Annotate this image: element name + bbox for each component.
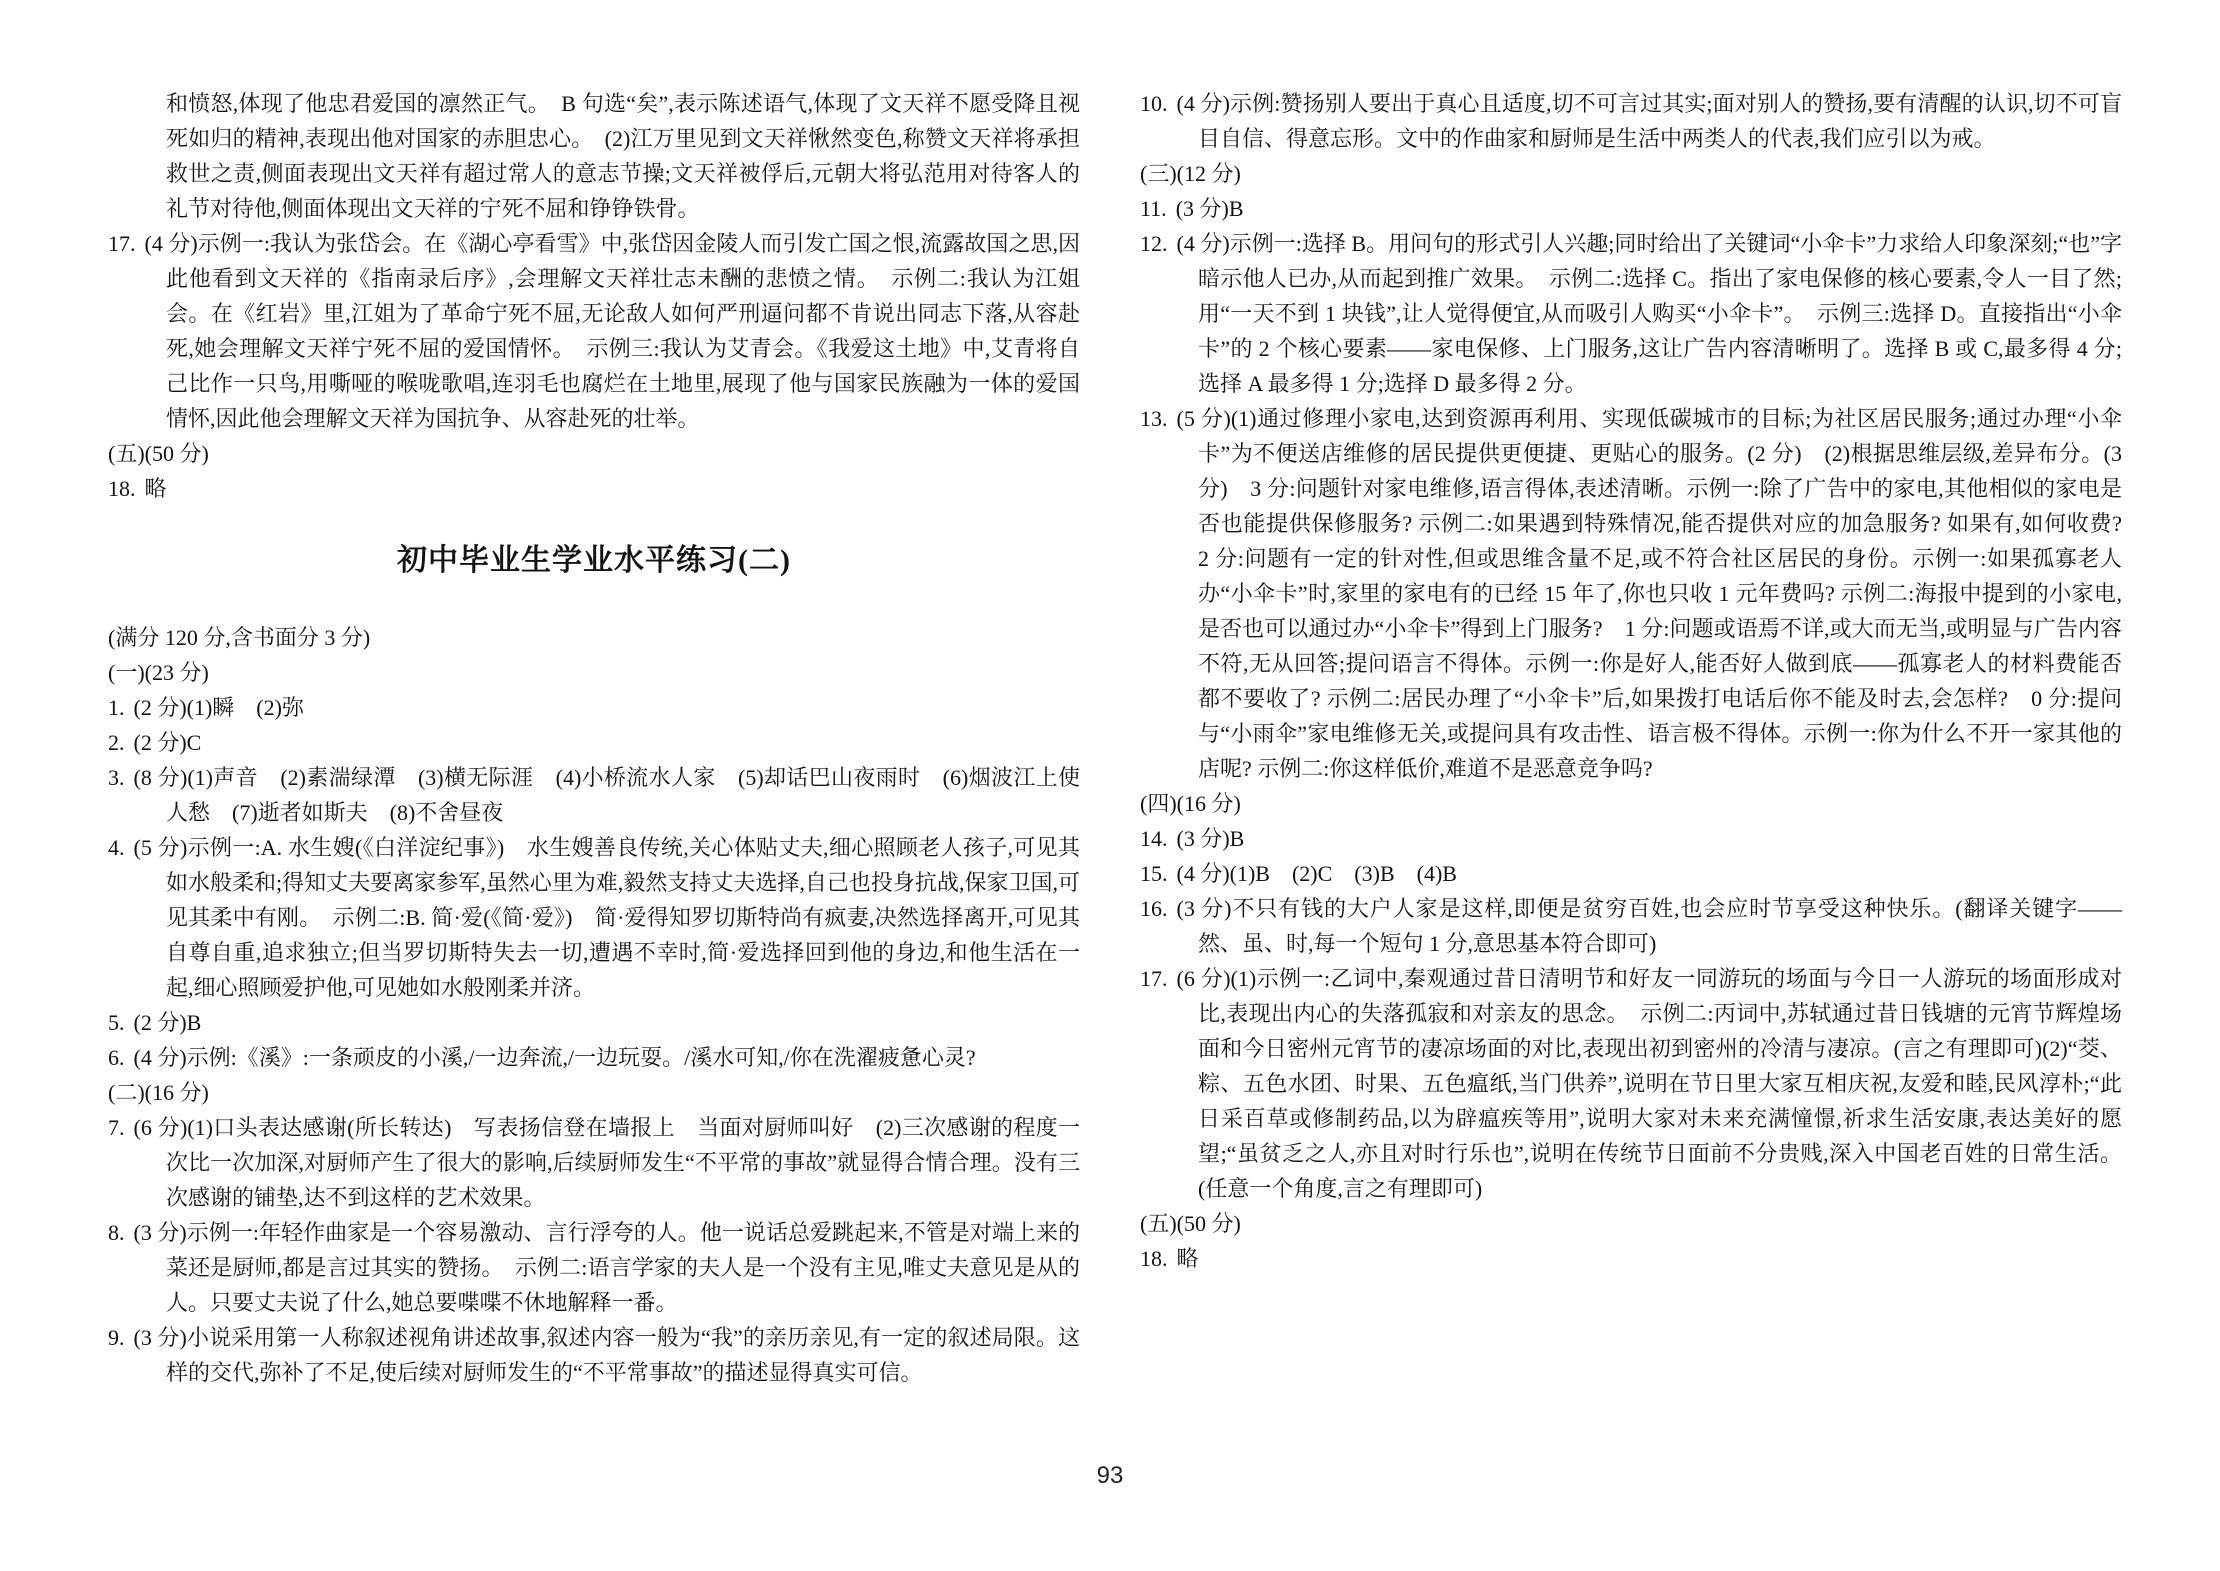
item-text: 略: [1176, 1246, 1199, 1271]
answer-item-12: [1140, 226, 2122, 401]
answer-item-5: [108, 1005, 1080, 1040]
section-label: (五)(50 分): [1140, 1211, 1241, 1236]
item-text: (6 分)(1)示例一:乙词中,秦观通过昔日清明节和好友一同游玩的场面与今日一人游玩的场面形成对比,表现出内心的失落孤寂和对亲友的思念。 示例二:丙词中,苏轼通过昔日钱塘的元宵节辉煌场面和今日密州元宵节的凄凉场面的对比,表现出初到密州的冷清与凄凉。(言之有理即可)(2)“茭、粽、五色水团、时果、五色瘟纸,当门供养”,说明在节日里大家互相庆祝,友爱和睦,民风淳朴;“此日采百草或修制药品,以为辟瘟疾等用”,说明大家对未来充满憧憬,祈求生活安康,表达美好的愿望;“虽贫乏之人,亦且对时行乐也”,说明在传统节日面前不分贵贱,深入中国老百姓的日常生活。(任意一个角度,言之有理即可): [1176, 966, 2122, 1201]
answer-item-2: [108, 725, 1080, 760]
exercise-title: 初中毕业生学业水平练习(二): [397, 544, 791, 577]
answer-item-4: [108, 830, 1080, 1005]
item-text: (4 分)示例:《溪》:一条顽皮的小溪,/一边奔流,/一边玩耍。/溪水可知,/你在洗濯疲惫心灵?: [133, 1045, 976, 1070]
item-text: (5 分)示例一:A. 水生嫂(《白洋淀纪事》) 水生嫂善良传统,关心体贴丈夫,细心照顾老人孩子,可见其如水般柔和;得知丈夫要离家参军,虽然心里为难,毅然支持丈夫选择,自己也投身抗战,保家卫国,可见其柔中有刚。 示例二:B. 简·爱(《简·爱》) 简·爱得知罗切斯特尚有疯妻,决然选择离开,可见其自尊自重,追求独立;但当罗切斯特失去一切,遭遇不幸时,简·爱选择回到他的身边,和他生活在一起,细心照顾爱护他,可见她如水般刚柔并济。: [133, 835, 1080, 1000]
answer-item-7: [108, 1110, 1080, 1215]
item-number: 5.: [108, 1010, 125, 1035]
item-number: 9.: [108, 1325, 125, 1350]
answer-item-16: [1140, 891, 2122, 961]
answer-item-14: [1140, 821, 2122, 856]
item-text: (3 分)示例一:年轻作曲家是一个容易激动、言行浮夸的人。他一说话总爱跳起来,不管是对端上来的菜还是厨师,都是言过其实的赞扬。 示例二:语言学家的夫人是一个没有主见,唯丈夫意见是从的人。只要丈夫说了什么,她总要喋喋不休地解释一番。: [133, 1220, 1080, 1315]
answer-item-18b: [1140, 1241, 2122, 1276]
answer-item-18: [108, 471, 1080, 506]
item-number: 17.: [1140, 966, 1168, 991]
item-number: 10.: [1140, 91, 1168, 116]
left-column: [108, 86, 1080, 1390]
item-number: 6.: [108, 1045, 125, 1070]
item-number: 16.: [1140, 896, 1168, 921]
item-number: 12.: [1140, 231, 1168, 256]
answer-item-1: [108, 690, 1080, 725]
item-number: 15.: [1140, 861, 1168, 886]
item-number: 11.: [1140, 196, 1167, 221]
answer-item-10: [1140, 86, 2122, 156]
item-number: 7.: [108, 1115, 125, 1140]
section-label: (五)(50 分): [108, 441, 209, 466]
answer-item-11: [1140, 191, 2122, 226]
item-text: (3 分)B: [1176, 826, 1245, 851]
item-text: (4 分)(1)B (2)C (3)B (4)B: [1176, 861, 1457, 886]
item-number: 3.: [108, 765, 125, 790]
answer-item-17: [108, 226, 1080, 436]
item-text: (2 分)(1)瞬 (2)弥: [133, 695, 304, 720]
item-number: 18.: [1140, 1246, 1168, 1271]
item-number: 8.: [108, 1220, 125, 1245]
item-text: (3 分)不只有钱的大户人家是这样,即便是贫穷百姓,也会应时节享受这种快乐。(翻译关键字——然、虽、时,每一个短句 1 分,意思基本符合即可): [1176, 896, 2122, 956]
section-label: (二)(16 分): [108, 1080, 209, 1105]
carryover-paragraph: 和愤怒,体现了他忠君爱国的凛然正气。 B 句选“矣”,表示陈述语气,体现了文天祥不愿受降且视死如归的精神,表现出他对国家的赤胆忠心。 (2)江万里见到文天祥愀然变色,称赞文天祥将承担救世之责,侧面表现出文天祥有超过常人的意志节操;文天祥被俘后,元朝大将弘范用对待客人的礼节对待他,侧面体现出文天祥的宁死不屈和铮铮铁骨。: [166, 91, 1080, 221]
answer-item-15: [1140, 856, 2122, 891]
section-label: (四)(16 分): [1140, 791, 1241, 816]
item-number: 14.: [1140, 826, 1168, 851]
answer-item-8: [108, 1215, 1080, 1320]
item-number: 13.: [1140, 406, 1168, 431]
item-text: (4 分)示例一:我认为张岱会。在《湖心亭看雪》中,张岱因金陵人而引发亡国之恨,流露故国之思,因此他看到文天祥的《指南录后序》,会理解文天祥壮志未酬的悲愤之情。 示例二:我认为江姐会。在《红岩》里,江姐为了革命宁死不屈,无论敌人如何严刑逼问都不肯说出同志下落,从容赴死,她会理解文天祥宁死不屈的爱国情怀。 示例三:我认为艾青会。《我爱这土地》中,艾青将自己比作一只鸟,用嘶哑的喉咙歌唱,连羽毛也腐烂在土地里,展现了他与国家民族融为一体的爱国情怀,因此他会理解文天祥为国抗争、从容赴死的壮举。: [144, 231, 1080, 431]
item-number: 1.: [108, 695, 125, 720]
item-text: (3 分)B: [1175, 196, 1244, 221]
item-text: (4 分)示例一:选择 B。用问句的形式引人兴趣;同时给出了关键词“小伞卡”力求给人印象深刻;“也”字暗示他人已办,从而起到推广效果。 示例二:选择 C。指出了家电保修的核心要素,令人一目了然;用“一天不到 1 块钱”,让人觉得便宜,从而吸引人购买“小伞卡”。 示例三:选择 D。直接指出“小伞卡”的 2 个核心要素——家电保修、上门服务,这让广告内容清晰明了。选择 B 或 C,最多得 4 分;选择 A 最多得 1 分;选择 D 最多得 2 分。: [1176, 231, 2122, 396]
item-text: (3 分)小说采用第一人称叙述视角讲述故事,叙述内容一般为“我”的亲历亲见,有一定的叙述局限。这样的交代,弥补了不足,使后续对厨师发生的“不平常事故”的描述显得真实可信。: [133, 1325, 1080, 1385]
section-label: (三)(12 分): [1140, 161, 1241, 186]
item-number: 4.: [108, 835, 125, 860]
answer-item-9: [108, 1320, 1080, 1390]
right-column: [1140, 86, 2145, 1276]
item-number: 18.: [108, 476, 136, 501]
score-note: (满分 120 分,含书面分 3 分): [108, 625, 371, 650]
item-number: 2.: [108, 730, 125, 755]
item-text: (2 分)B: [133, 1010, 202, 1035]
item-text: (2 分)C: [133, 730, 202, 755]
answer-item-17b: [1140, 961, 2122, 1206]
item-text: (8 分)(1)声音 (2)素湍绿潭 (3)横无际涯 (4)小桥流水人家 (5)却话巴山夜雨时 (6)烟波江上使人愁 (7)逝者如斯夫 (8)不舍昼夜: [133, 765, 1080, 825]
answer-item-6: [108, 1040, 1080, 1075]
item-text: (6 分)(1)口头表达感谢(所长转达) 写表扬信登在墙报上 当面对厨师叫好 (2)三次感谢的程度一次比一次加深,对厨师产生了很大的影响,后续厨师发生“不平常的事故”就显得合情合理。没有三次感谢的铺垫,达不到这样的艺术效果。: [133, 1115, 1080, 1210]
section-label: (一)(23 分): [108, 660, 209, 685]
answer-item-13: [1140, 401, 2145, 786]
item-text: (5 分)(1)通过修理小家电,达到资源再利用、实现低碳城市的目标;为社区居民服务;通过办理“小伞卡”为不便送店维修的居民提供更便捷、更贴心的服务。(2 分) (2)根据思维层级,差异布分。(3 分) 3 分:问题针对家电维修,语言得体,表述清晰。示例一:除了广告中的家电,其他相似的家电是否也能提供保修服务? 示例二:如果遇到特殊情况,能否提供对应的加急服务? 如果有,如何收费? 2 分:问题有一定的针对性,但或思维含量不足,或不符合社区居民的身份。示例一:如果孤寡老人办“小伞卡”时,家里的家电有的已经 15 年了,你也只收 1 元年费吗? 示例二:海报中提到的小家电,是否也可以通过办“小伞卡”得到上门服务? 1 分:问题或语焉不详,或大而无当,或明显与广告内容不符,无从回答;提问语言不得体。示例一:你是好人,能否好人做到底——孤寡老人的材料费能否都不要收了? 示例二:居民办理了“小伞卡”后,如果拨打电话后你不能及时去,会怎样? 0 分:提问与“小雨伞”家电维修无关,或提问具有攻击性、语言极不得体。示例一:你为什么不开一家其他的店呢? 示例二:你这样低价,难道不是恶意竞争吗?: [1176, 406, 2145, 781]
page-number: 93: [1096, 1462, 1124, 1489]
answer-item-3: [108, 760, 1080, 830]
item-number: 17.: [108, 231, 136, 256]
item-text: 略: [144, 476, 167, 501]
item-text: (4 分)示例:赞扬别人要出于真心且适度,切不可言过其实;面对别人的赞扬,要有清醒的认识,切不可盲目自信、得意忘形。文中的作曲家和厨师是生活中两类人的代表,我们应引以为戒。: [1176, 91, 2122, 151]
